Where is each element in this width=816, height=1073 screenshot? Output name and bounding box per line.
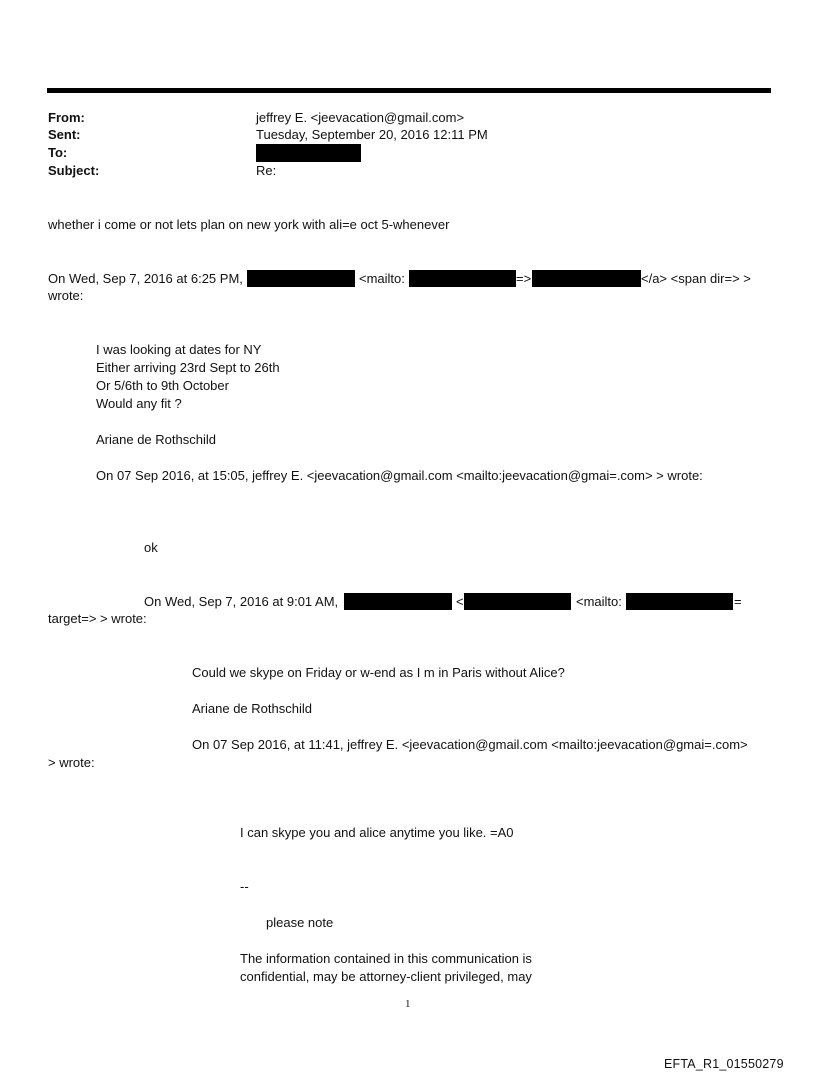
quote1-redaction-email bbox=[409, 270, 516, 287]
quote3-redaction-email bbox=[464, 593, 571, 610]
reply-ok: ok bbox=[144, 540, 158, 555]
disclaimer-line: confidential, may be attorney-client privileged, may bbox=[240, 969, 532, 984]
to-redaction bbox=[256, 144, 361, 162]
sig-separator: -- bbox=[240, 879, 249, 894]
body-line-1: whether i come or not lets plan on new york with ali=e oct 5-whenever bbox=[48, 217, 450, 232]
from-value: jeffrey E. <jeevacation@gmail.com> bbox=[256, 110, 465, 125]
subject-label: Subject: bbox=[48, 163, 100, 178]
signature-1: Ariane de Rothschild bbox=[96, 432, 216, 447]
document-id: EFTA_R1_01550279 bbox=[664, 1057, 784, 1071]
sent-label: Sent: bbox=[48, 127, 81, 142]
quote1-arrow: => bbox=[516, 271, 532, 286]
quote3-prefix: On Wed, Sep 7, 2016 at 9:01 AM, bbox=[144, 594, 339, 609]
quote1-redaction-link bbox=[532, 270, 641, 287]
quote3-redaction-mailto bbox=[626, 593, 733, 610]
quote1-mailto: <mailto: bbox=[359, 271, 405, 286]
msg1-line: I was looking at dates for NY bbox=[96, 342, 262, 357]
quote3-lt: < bbox=[456, 594, 464, 609]
header-rule bbox=[47, 88, 771, 93]
from-label: From: bbox=[48, 110, 85, 125]
please-note: please note bbox=[266, 915, 334, 930]
quote3-wrap: target=> > wrote: bbox=[48, 611, 147, 626]
quote3-redaction-name bbox=[344, 593, 452, 610]
msg3-line: I can skype you and alice anytime you like. =A0 bbox=[240, 825, 514, 840]
msg1-line: Either arriving 23rd Sept to 26th bbox=[96, 360, 280, 375]
quote3-eq: = bbox=[734, 594, 742, 609]
quote1-tail: </a> <span dir=> > bbox=[641, 271, 751, 286]
subject-value: Re: bbox=[256, 163, 277, 178]
quote1-prefix: On Wed, Sep 7, 2016 at 6:25 PM, bbox=[48, 271, 243, 286]
quote1-redaction-name bbox=[247, 270, 355, 287]
sent-value: Tuesday, September 20, 2016 12:11 PM bbox=[256, 127, 488, 142]
signature-2: Ariane de Rothschild bbox=[192, 701, 312, 716]
to-label: To: bbox=[48, 145, 68, 160]
page-number: 1 bbox=[405, 998, 411, 1010]
quote2-line: On 07 Sep 2016, at 15:05, jeffrey E. <jeevacation@gmail.com <mailto:jeevacation@gmai=.com> > wrote: bbox=[96, 468, 703, 483]
quote4-wrap: > wrote: bbox=[48, 755, 95, 770]
quote3-mailto: <mailto: bbox=[576, 594, 622, 609]
disclaimer-line: The information contained in this communication is bbox=[240, 951, 532, 966]
msg1-line: Or 5/6th to 9th October bbox=[96, 378, 229, 393]
quote4-line: On 07 Sep 2016, at 11:41, jeffrey E. <jeevacation@gmail.com <mailto:jeevacation@gmai=.com> bbox=[192, 737, 748, 752]
quote1-wrote: wrote: bbox=[48, 288, 84, 303]
msg1-line: Would any fit ? bbox=[96, 396, 182, 411]
msg2-line: Could we skype on Friday or w-end as I m in Paris without Alice? bbox=[192, 665, 565, 680]
